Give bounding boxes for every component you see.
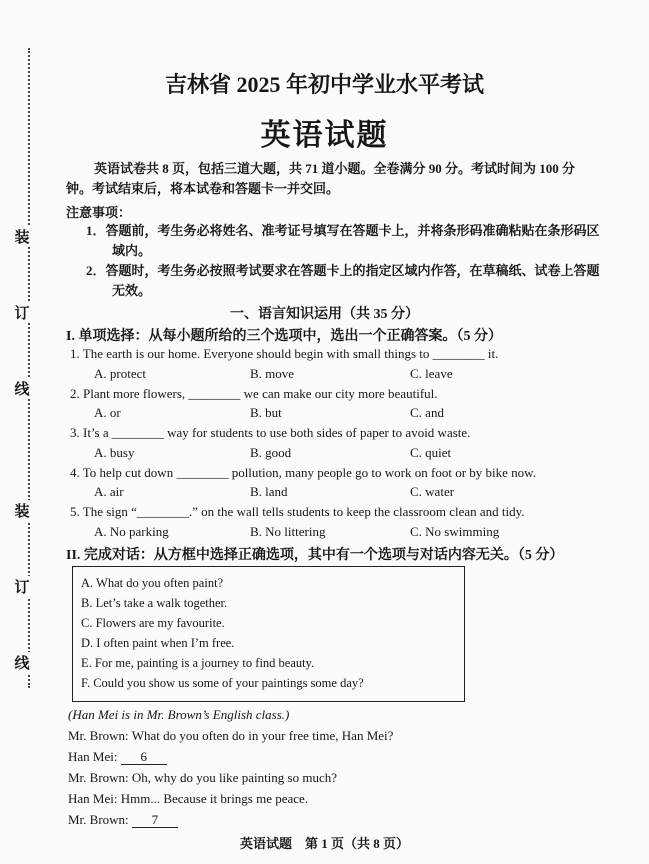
- dialogue-line: [68, 770, 337, 786]
- option-b: B. but: [250, 405, 282, 420]
- option-c: C. water: [410, 484, 455, 499]
- option-b: B. No littering: [250, 524, 326, 539]
- note-item: 2．答题时，考生务必按照考试要求在答题卡上的指定区域内作答，在草稿纸、试卷上答题无效。: [86, 263, 600, 298]
- box-option: D. I often paint when I’m free.: [81, 636, 235, 650]
- box-option: B. Let’s take a walk together.: [81, 596, 228, 610]
- note-item: 1．答题前，考生务必将姓名、准考证号填写在答题卡上，并将条形码准确粘贴在条形码区域内。: [86, 223, 600, 258]
- box-option: C. Flowers are my favourite.: [81, 616, 225, 630]
- dialogue-context: (Han Mei is in Mr. Brown’s English class.): [68, 707, 290, 722]
- question-stem: 1. The earth is our home. Everyone should begin with small things to ________ it.: [70, 346, 499, 361]
- dialogue-text: What do you often do in your free time, Han Mei?: [131, 728, 394, 743]
- box-option: F. Could you show us some of your paintings some day?: [81, 676, 364, 690]
- dialogue-line: [68, 728, 393, 744]
- option-c: C. leave: [410, 366, 453, 381]
- option-c: C. No swimming: [410, 524, 500, 539]
- answer-blank: 7: [132, 813, 178, 828]
- binding-char: 线: [12, 378, 32, 399]
- box-option: E. For me, painting is a journey to find beauty.: [81, 656, 315, 670]
- dialogue-text: Hmm... Because it brings me peace.: [120, 791, 309, 806]
- binding-char: 装: [12, 226, 32, 247]
- option-a: A. protect: [94, 366, 146, 381]
- option-b: B. good: [250, 445, 292, 460]
- option-a: A. or: [94, 405, 121, 420]
- options-box: [72, 566, 465, 702]
- option-a: A. air: [94, 484, 124, 499]
- speaker: Mr. Brown:: [68, 812, 129, 827]
- binding-char: 订: [12, 302, 32, 323]
- option-a: A. No parking: [94, 524, 169, 539]
- dialogue-line: [68, 812, 178, 828]
- part-heading: I. 单项选择：从每小题所给的三个选项中，选出一个正确答案。（5 分）: [66, 329, 502, 344]
- speaker: Mr. Brown:: [68, 770, 129, 785]
- page-footer: 英语试题 第 1 页（共 8 页）: [239, 836, 409, 851]
- subject-title: 英语试题: [260, 119, 389, 152]
- dialogue-line: [68, 791, 308, 807]
- option-a: A. busy: [94, 445, 135, 460]
- binding-char: 线: [12, 652, 32, 673]
- exam-title: 吉林省 2025 年初中学业水平考试: [164, 72, 484, 97]
- question-stem: 2. Plant more flowers, ________ we can make our city more beautiful.: [70, 386, 438, 401]
- box-option: A. What do you often paint?: [81, 576, 224, 590]
- question-stem: 5. The sign “________.” on the wall tells students to keep the classroom clean and tidy.: [70, 504, 525, 519]
- notes-heading: 注意事项：: [66, 205, 132, 220]
- exam-intro: 英语试卷共 8 页，包括三道大题，共 71 道小题。全卷满分 90 分。考试时间为 100 分钟。考试结束后，将本试卷和答题卡一并交回。: [66, 161, 576, 196]
- speaker: Mr. Brown:: [68, 728, 129, 743]
- speaker: Han Mei:: [68, 791, 118, 806]
- binding-char: 装: [12, 500, 32, 521]
- part-heading: II. 完成对话：从方框中选择正确选项，其中有一个选项与对话内容无关。（5 分）: [66, 548, 564, 563]
- option-b: B. move: [250, 366, 295, 381]
- answer-blank: 6: [121, 750, 167, 765]
- binding-char: 订: [12, 576, 32, 597]
- option-c: C. quiet: [410, 445, 452, 460]
- option-b: B. land: [250, 484, 288, 499]
- section-title: 一、语言知识运用（共 35 分）: [230, 307, 419, 322]
- question-stem: 3. It’s a ________ way for students to use both sides of paper to avoid waste.: [70, 425, 471, 440]
- dialogue-line: [68, 749, 167, 765]
- dialogue-text: Oh, why do you like painting so much?: [131, 770, 338, 785]
- question-stem: 4. To help cut down ________ pollution, many people go to work on foot or by bike now.: [70, 465, 536, 480]
- speaker: Han Mei:: [68, 749, 118, 764]
- option-c: C. and: [410, 405, 444, 420]
